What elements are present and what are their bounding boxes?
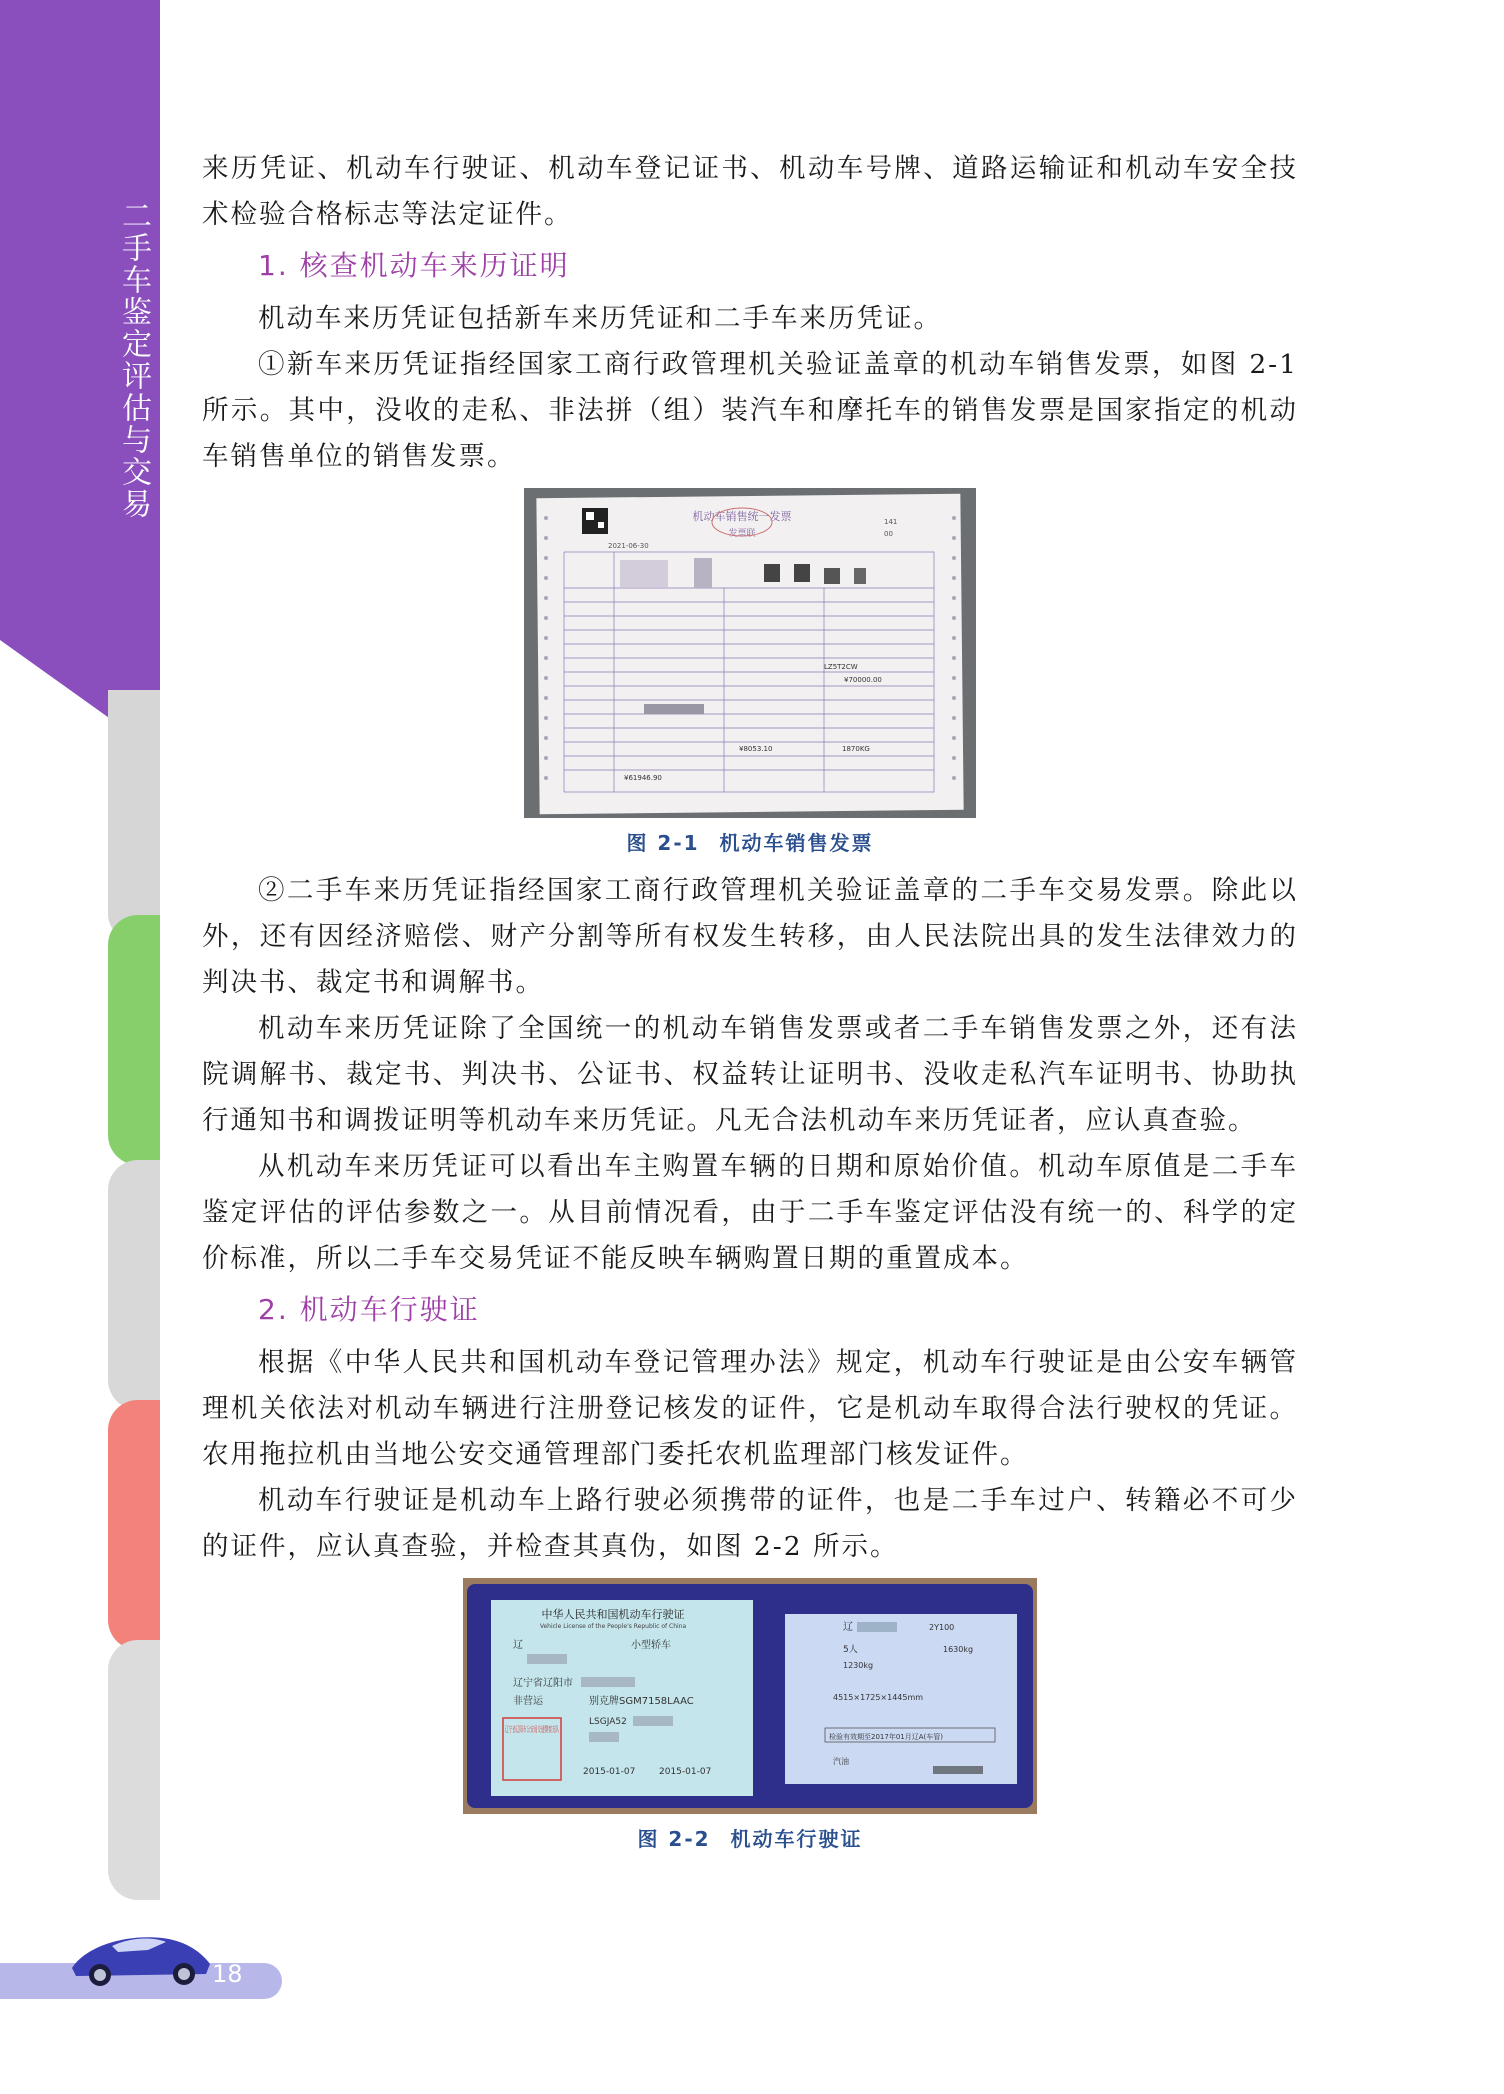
section-heading-1: 1. 核查机动车来历证明: [258, 249, 570, 282]
license-register-date: 2015-01-07: [583, 1767, 636, 1777]
license-photo: [463, 1578, 1037, 1818]
license-vehicle-type: 小型轿车: [631, 1640, 671, 1651]
invoice-subtitle: 发票联: [728, 529, 756, 539]
license-seats: 5人: [843, 1645, 858, 1655]
paragraph: 机动车行驶证是机动车上路行驶必须携带的证件，也是二手车过户、转籍必不可少的证件，应认真查验，并检查其真伪，如图 2-2 所示。: [202, 1485, 1298, 1562]
paragraph: ①新车来历凭证指经国家工商行政管理机关验证盖章的机动车销售发票，如图 2-1 所示。其中，没收的走私、非法拼（组）装汽车和摩托车的销售发票是国家指定的机动车销售单位的销售发票。: [202, 349, 1298, 472]
paragraph: 来历凭证、机动车行驶证、机动车登记证书、机动车号牌、道路运输证和机动车安全技术检验合格标志等法定证件。: [202, 153, 1298, 230]
license-weight-2: 1630kg: [943, 1645, 974, 1654]
invoice-number: 00: [884, 530, 893, 538]
figure-caption-text: 机动车销售发票: [719, 831, 874, 855]
license-weight: 1230kg: [843, 1661, 874, 1670]
license-issue-date: 2015-01-07: [659, 1767, 712, 1777]
car-icon: [66, 1920, 216, 1994]
invoice-total: ¥61946.90: [624, 774, 662, 782]
invoice-date: 2021-06-30: [608, 542, 649, 550]
invoice-title: 机动车销售统一发票: [692, 510, 792, 523]
license-use: 非营运: [513, 1696, 543, 1707]
figure-caption-text: 机动车行驶证: [730, 1827, 863, 1851]
license-dimensions: 4515×1725×1445mm: [833, 1693, 924, 1702]
license-fuel: 汽油: [833, 1757, 849, 1766]
paragraph: 机动车来历凭证包括新车来历凭证和二手车来历凭证。: [258, 303, 942, 334]
license-address: 辽宁省辽阳市: [513, 1678, 573, 1689]
figure-2-2: [202, 1578, 1298, 1854]
license-title-en: Vehicle License of the People's Republic of China: [539, 1623, 687, 1630]
invoice-weight: 1870KG: [842, 745, 870, 753]
license-back-prefix: 辽: [843, 1622, 853, 1633]
invoice-tax: ¥8053.10: [739, 745, 773, 753]
license-title: 中华人民共和国机动车行驶证: [541, 1608, 685, 1621]
figure-number: 图 2-2: [637, 1827, 711, 1851]
figure-number: 图 2-1: [626, 831, 700, 855]
chapter-tab-red: [108, 1400, 160, 1650]
invoice-price: ¥70000.00: [844, 676, 882, 684]
paragraph: 根据《中华人民共和国机动车登记管理办法》规定，机动车行驶证是由公安车辆管理机关依法对机动车辆进行注册登记核发的证件，它是机动车取得合法行驶权的凭证。农用拖拉机由当地公安交通管理部门委托农机监理部门核发证件。: [202, 1347, 1298, 1470]
paragraph: 从机动车来历凭证可以看出车主购置车辆的日期和原始价值。机动车原值是二手车鉴定评估的评估参数之一。从目前情况看，由于二手车鉴定评估没有统一的、科学的定价标准，所以二手车交易凭证不能反映车辆购置日期的重置成本。: [202, 1151, 1298, 1274]
page-content: [202, 146, 1298, 1864]
figure-caption-2-1: [202, 828, 1298, 858]
figure-2-1: [202, 488, 1298, 858]
license-inspection: 检验有效期至2017年01月辽A(车管): [829, 1733, 943, 1741]
chapter-tab-green: [108, 915, 160, 1165]
page-number: 18: [212, 1960, 243, 1988]
invoice-model: LZ5T2CW: [824, 663, 858, 671]
chapter-tab-grey-3: [108, 1640, 160, 1900]
invoice-code: 141: [884, 518, 898, 526]
license-back-code: 2Y100: [929, 1623, 955, 1632]
paragraph: ②二手车来历凭证指经国家工商行政管理机关验证盖章的二手车交易发票。除此以外，还有因经济赔偿、财产分割等所有权发生转移，由人民法院出具的发生法律效力的判决书、裁定书和调解书。: [202, 875, 1298, 998]
license-seal: [505, 1724, 559, 1734]
license-brand: 别克牌SGM7158LAAC: [589, 1696, 694, 1707]
invoice-photo: [524, 488, 976, 822]
chapter-tab-grey-2: [108, 1160, 160, 1410]
figure-caption-2-2: [202, 1824, 1298, 1854]
book-title: 二手车鉴定评估与交易: [116, 200, 151, 520]
chapter-tab-grey-1: [108, 690, 160, 940]
license-plate-prefix: 辽: [513, 1640, 523, 1651]
paragraph: 机动车来历凭证除了全国统一的机动车销售发票或者二手车销售发票之外，还有法院调解书、裁定书、判决书、公证书、权益转让证明书、没收走私汽车证明书、协助执行通知书和调拨证明等机动车来历凭证。凡无合法机动车来历凭证者，应认真查验。: [202, 1013, 1298, 1136]
license-vin: LSGJA52: [589, 1717, 627, 1727]
section-heading-2: 2. 机动车行驶证: [258, 1293, 480, 1326]
